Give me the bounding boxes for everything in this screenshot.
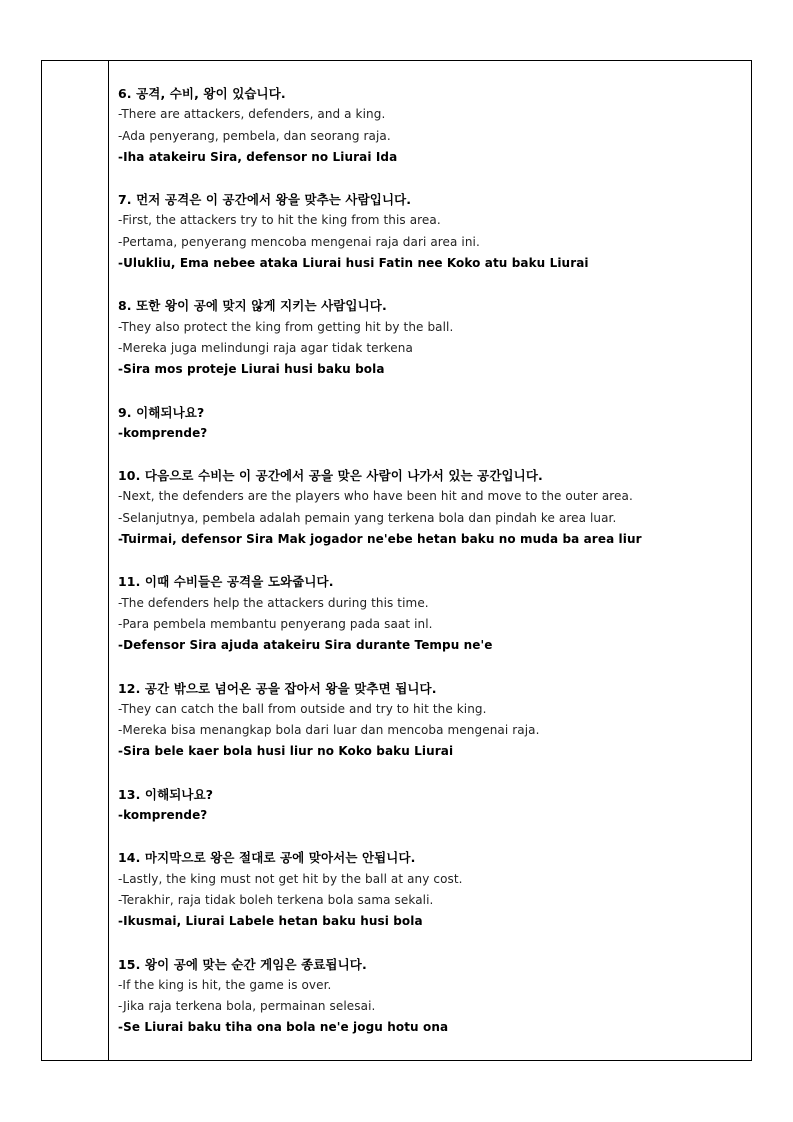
- left-column: [42, 61, 109, 1060]
- indonesian-line: -Jika raja terkena bola, permainan selesai.: [118, 999, 376, 1014]
- tetum-line: -Sira bele kaer bola husi liur no Koko baku Liurai: [118, 744, 454, 759]
- tetum-line: -Ikusmai, Liurai Labele hetan baku husi bola: [118, 914, 423, 929]
- section-heading: 8. 또한 왕이 공에 맞지 않게 지키는 사람입니다.: [118, 298, 387, 314]
- english-line: -If the king is hit, the game is over.: [118, 977, 332, 992]
- indonesian-line: -Selanjutnya, pembela adalah pemain yang terkena bola dan pindah ke area luar.: [118, 510, 617, 525]
- section-13: [118, 784, 751, 827]
- indonesian-line: -Terakhir, raja tidak boleh terkena bola sama sekali.: [118, 892, 434, 907]
- document-table: [41, 60, 752, 1061]
- section-14: [118, 847, 751, 932]
- english-line: -First, the attackers try to hit the king from this area.: [118, 213, 441, 228]
- section-heading: 11. 이때 수비들은 공격을 도와줍니다.: [118, 574, 334, 590]
- section-12: [118, 678, 751, 763]
- section-heading: 10. 다음으로 수비는 이 공간에서 공을 맞은 사람이 나가서 있는 공간입니다.: [118, 468, 543, 484]
- english-line: -They can catch the ball from outside and try to hit the king.: [118, 701, 487, 716]
- indonesian-line: -Pertama, penyerang mencoba mengenai raja dari area ini.: [118, 234, 480, 249]
- section-10: [118, 465, 751, 550]
- section-9: [118, 402, 751, 445]
- tetum-line: -komprende?: [118, 808, 208, 823]
- section-7: [118, 189, 751, 274]
- indonesian-line: -Mereka juga melindungi raja agar tidak terkena: [118, 340, 413, 355]
- section-heading: 12. 공간 밖으로 넘어온 공을 잡아서 왕을 맞추면 됩니다.: [118, 680, 437, 696]
- english-line: -The defenders help the attackers during this time.: [118, 595, 429, 610]
- section-8: [118, 295, 751, 380]
- section-heading: 7. 먼저 공격은 이 공간에서 왕을 맞추는 사람입니다.: [118, 192, 412, 208]
- indonesian-line: -Ada penyerang, pembela, dan seorang raja.: [118, 128, 391, 143]
- content-column: [109, 61, 751, 1060]
- section-heading: 9. 이해되나요?: [118, 404, 205, 420]
- english-line: -Lastly, the king must not get hit by the ball at any cost.: [118, 871, 463, 886]
- tetum-line: -Defensor Sira ajuda atakeiru Sira durante Tempu ne'e: [118, 638, 493, 653]
- english-line: -They also protect the king from getting hit by the ball.: [118, 319, 454, 334]
- tetum-line: -Ulukliu, Ema nebee ataka Liurai husi Fatin nee Koko atu baku Liurai: [118, 256, 589, 271]
- tetum-line: -Sira mos proteje Liurai husi baku bola: [118, 362, 385, 377]
- tetum-line: -Iha atakeiru Sira, defensor no Liurai Ida: [118, 149, 398, 164]
- section-heading: 6. 공격, 수비, 왕이 있습니다.: [118, 86, 286, 101]
- section-heading: 15. 왕이 공에 맞는 순간 게임은 종료됩니다.: [118, 956, 367, 972]
- indonesian-line: -Mereka bisa menangkap bola dari luar dan mencoba mengenai raja.: [118, 723, 540, 738]
- tetum-line: -Se Liurai baku tiha ona bola ne'e jogu hotu ona: [118, 1020, 449, 1035]
- section-11: [118, 571, 751, 656]
- section-heading: 13. 이해되나요?: [118, 786, 214, 802]
- section-6: [118, 83, 751, 168]
- english-line: -There are attackers, defenders, and a king.: [118, 107, 386, 122]
- tetum-line: -komprende?: [118, 425, 208, 440]
- tetum-line: -Tuirmai, defensor Sira Mak jogador ne'ebe hetan baku no muda ba area liur: [118, 532, 642, 547]
- english-line: -Next, the defenders are the players who have been hit and move to the outer area.: [118, 489, 633, 504]
- indonesian-line: -Para pembela membantu penyerang pada saat inl.: [118, 616, 433, 631]
- section-15: [118, 954, 751, 1039]
- section-heading: 14. 마지막으로 왕은 절대로 공에 맞아서는 안됩니다.: [118, 850, 416, 866]
